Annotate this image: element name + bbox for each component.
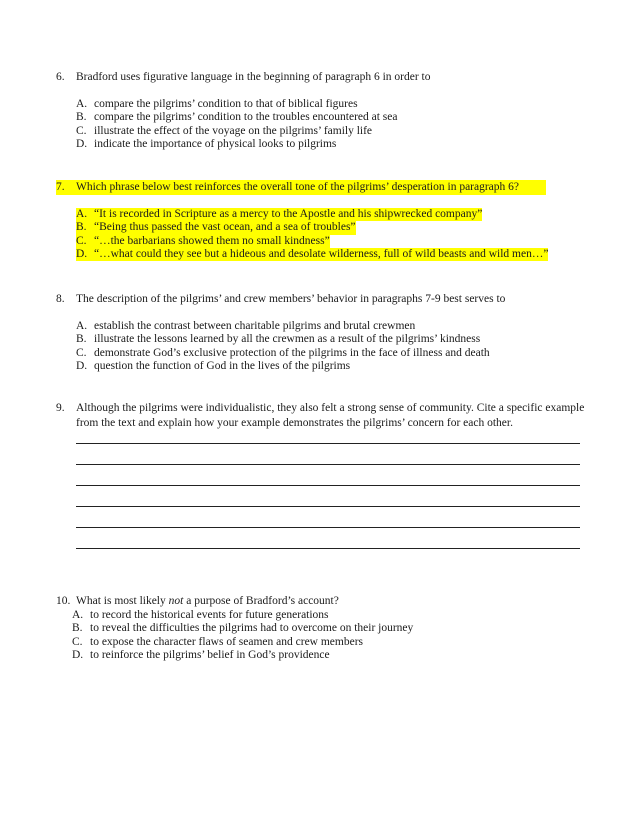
option-text: to reveal the difficulties the pilgrims had to overcome on their journey (90, 622, 414, 635)
question-text: Although the pilgrims were individualistic, they also felt a strong sense of community. Cite a specific example from the text and explain how your example demonstrates the pilgrims’ concern for each other. (76, 402, 585, 429)
option-d[interactable] (76, 248, 596, 261)
option-text: question the function of God in the lives of the pilgrims (94, 359, 351, 372)
question-number: 8. (56, 293, 65, 305)
question-number: 10. (56, 595, 71, 607)
question-text-part: What is most likely (76, 595, 169, 607)
option-b[interactable] (76, 111, 596, 124)
answer-line[interactable] (76, 485, 580, 486)
option-letter: C. (76, 346, 87, 359)
option-letter: C. (76, 124, 87, 137)
option-d[interactable] (76, 360, 596, 373)
question-text: Which phrase below best reinforces the overall tone of the pilgrims’ desperation in paragraph 6? (76, 181, 520, 193)
question-text: The description of the pilgrims’ and crew members’ behavior in paragraphs 7-9 best serves to (76, 293, 506, 305)
option-c[interactable] (76, 235, 596, 248)
question-text: Bradford uses figurative language in the beginning of paragraph 6 in order to (76, 71, 431, 83)
option-letter: A. (76, 98, 88, 110)
option-c[interactable] (72, 636, 596, 649)
option-letter: D. (76, 137, 88, 150)
question-stem (56, 292, 596, 307)
option-text: indicate the importance of physical looks to pilgrims (94, 137, 337, 150)
option-c[interactable] (76, 347, 596, 360)
question-number: 7. (56, 181, 65, 193)
answer-line[interactable] (76, 548, 580, 549)
option-letter: B. (76, 333, 87, 346)
question-text-part: a purpose of Bradford’s account? (183, 595, 339, 607)
option-letter: B. (76, 221, 87, 234)
option-a[interactable] (76, 208, 596, 221)
option-text: “…what could they see but a hideous and desolate wilderness, full of wild beasts and wild men…” (94, 247, 549, 260)
question-text (76, 594, 596, 609)
question-7 (56, 180, 596, 261)
option-letter: A. (76, 208, 88, 220)
answer-lines[interactable] (76, 443, 596, 549)
question-8 (56, 292, 596, 373)
question-number: 6. (56, 71, 65, 83)
option-letter: A. (76, 320, 88, 332)
answer-line[interactable] (76, 464, 580, 465)
option-letter: D. (76, 247, 88, 260)
question-text-emphasis: not (168, 595, 184, 607)
option-text: demonstrate God’s exclusive protection of the pilgrims in the face of illness and death (94, 346, 490, 359)
answer-line[interactable] (76, 443, 580, 444)
option-text: illustrate the effect of the voyage on the pilgrims’ family life (94, 124, 373, 137)
answer-options (72, 609, 596, 662)
option-text: to reinforce the pilgrims’ belief in God’s providence (90, 648, 330, 661)
option-a[interactable] (76, 320, 596, 333)
option-c[interactable] (76, 125, 596, 138)
answer-options (76, 98, 596, 151)
answer-line[interactable] (76, 527, 580, 528)
option-b[interactable] (76, 333, 596, 346)
option-text: to record the historical events for future generations (90, 609, 329, 621)
option-letter: B. (72, 622, 83, 635)
question-9 (56, 401, 596, 569)
option-text: to expose the character flaws of seamen and crew members (90, 635, 364, 648)
option-text: “…the barbarians showed them no small kindness” (94, 234, 330, 247)
question-6 (56, 70, 596, 151)
question-number: 9. (56, 402, 65, 414)
question-stem (56, 180, 596, 195)
option-d[interactable] (76, 138, 596, 151)
option-text: “Being thus passed the vast ocean, and a sea of troubles” (94, 221, 356, 234)
option-text: compare the pilgrims’ condition to that of biblical figures (94, 98, 358, 110)
option-text: establish the contrast between charitable pilgrims and brutal crewmen (94, 320, 416, 332)
question-stem (56, 594, 596, 609)
option-text: compare the pilgrims’ condition to the troubles encountered at sea (94, 111, 398, 124)
answer-options (76, 208, 596, 261)
option-letter: D. (76, 359, 88, 372)
option-a[interactable] (72, 609, 596, 622)
option-text: “It is recorded in Scripture as a mercy to the Apostle and his shipwrecked company” (94, 208, 483, 220)
option-letter: B. (76, 111, 87, 124)
option-a[interactable] (76, 98, 596, 111)
answer-options (76, 320, 596, 373)
option-d[interactable] (72, 649, 596, 662)
option-b[interactable] (76, 221, 596, 234)
option-letter: D. (72, 648, 84, 661)
question-stem (56, 401, 596, 431)
option-letter: A. (72, 609, 84, 621)
option-letter: C. (72, 635, 83, 648)
question-stem (56, 70, 596, 85)
option-text: illustrate the lessons learned by all the crewmen as a result of the pilgrims’ kindness (94, 333, 481, 346)
highlight (56, 180, 546, 195)
option-b[interactable] (72, 622, 596, 635)
question-10 (56, 594, 596, 662)
answer-line[interactable] (76, 506, 580, 507)
option-letter: C. (76, 234, 87, 247)
